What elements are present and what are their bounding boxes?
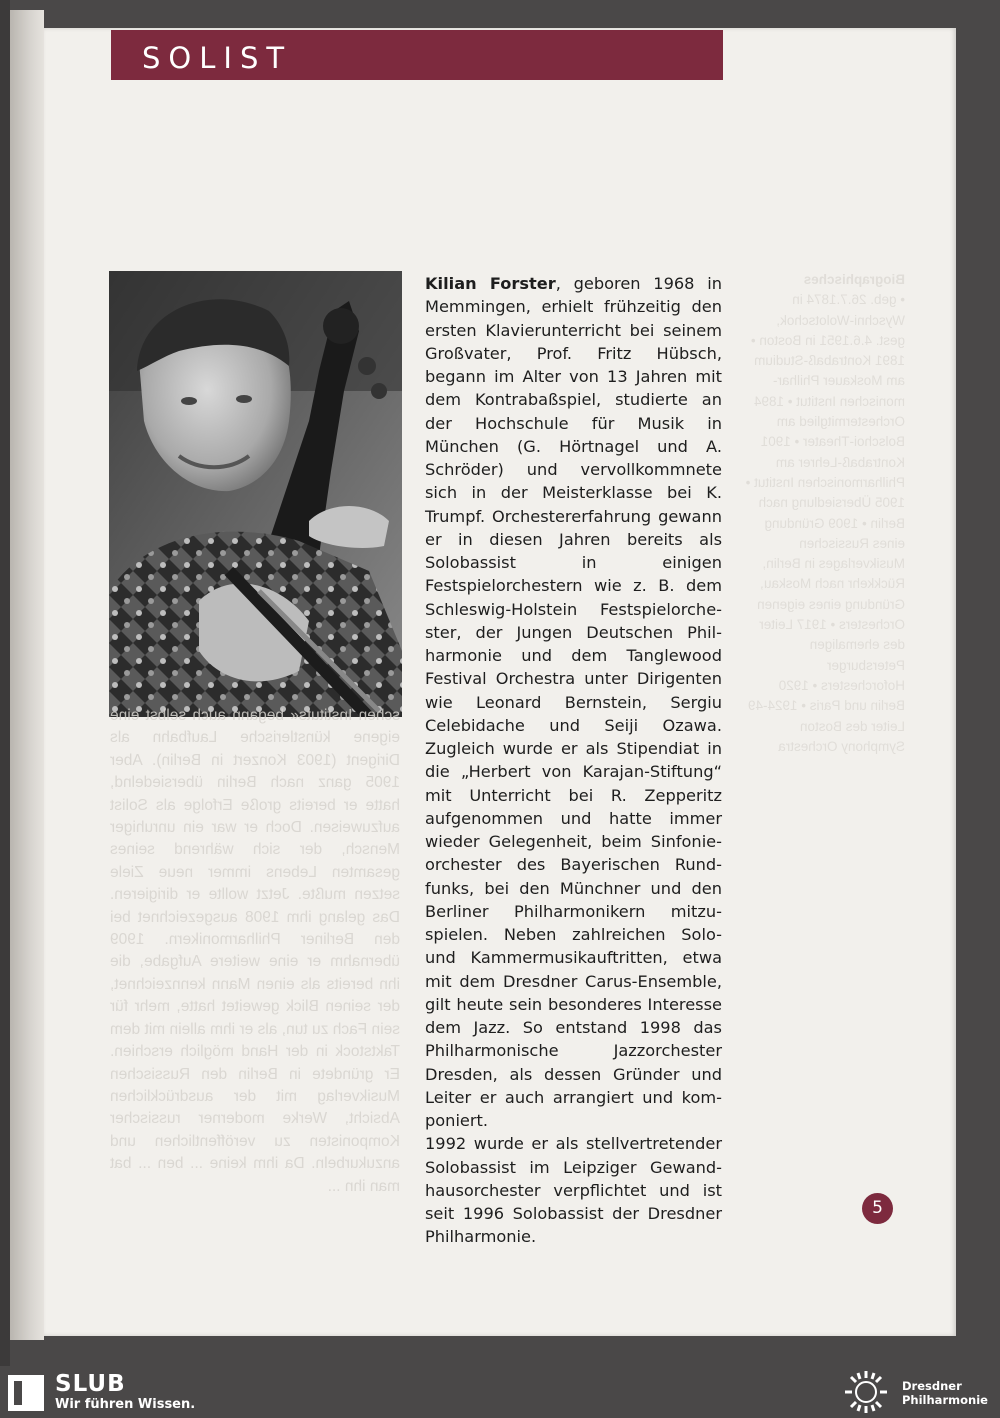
partner-name: [902, 1379, 997, 1407]
biography-paragraph-1: [425, 272, 722, 1132]
portrait-photo: [109, 271, 402, 717]
soloist-name: Kilian Forster: [425, 274, 556, 293]
slub-logo-icon: [8, 1375, 44, 1411]
biography-paragraph-1-text: , geboren 1968 in Memmingen, erhielt frühzeitig den ersten Klavierunterricht bei seinem Großvater, Prof. Fritz Hübsch, begann im Alter von 13 Jahren mit dem Kontrabaßspiel, studierte an der Hochschule für Musik in München (G. Hörtnagel und A. Schröder) und vervollkommnete sich in der Meisterklasse bei K. Trumpf. Orchestererfahrung gewann er in diesen Jahren bereits als Solobassist in einigen Festspielorchestern wie z. B. dem Schleswig-Holstein Festspielorchester, der Jungen Deutschen Philharmonie und dem Tanglewood Festival Orchestra unter Dirigenten wie Leonard Bernstein, Sergiu Celebidache und Seiji Ozawa. Zugleich wurde er als Stipendiat in die „Herbert von Karajan-Stiftung“ mit Unterricht bei R. Zepperitz aufgenommen und hatte immer wieder Gelegenheit, beim Sinfonieorchester des Bayerischen Rundfunks, bei den Münchner und den Berliner Philharmonikern mitzuspielen. Neben zahlreichen Solo- und Kammermusikauftritten, etwa mit dem Dresdner Carus-Ensemble, gilt heute sein besonderes Interesse dem Jazz. So entstand 1998 das Philharmonische Jazzorchester Dresden, als dessen Gründer und Leiter er auch arrangiert und komponiert.: [425, 274, 722, 1130]
bleed-through-sidebar: [745, 270, 905, 960]
slub-tagline: Wir führen Wissen.: [55, 1397, 196, 1412]
page-number: 5: [862, 1193, 893, 1224]
slub-name: SLUB: [55, 1371, 126, 1397]
section-title: SOLIST: [142, 41, 293, 75]
portrait-photo-icon: [109, 271, 402, 717]
previous-page-edge: [10, 10, 44, 1340]
biography-paragraph-2: 1992 wurde er als stellvertretender Solobassist im Leipziger Gewandhausorchester verpflichtet und ist seit 1996 Solobassist der Dresdner Philharmonie.: [425, 1134, 722, 1247]
dresdner-philharmonie-logo-icon: [840, 1369, 892, 1415]
footer-bar: [0, 1366, 1000, 1418]
bleed-through-sidebar-text: • geb. 26.7.1874 in Wyschni-Wolotschok, gest. 4.6.1951 in Boston • 1891 Kontrabaß-Studium am Moskauer Philharmonischen Institut • 1894 Orchestermitglied am Bolschoi-Theater • 1901 Kontrabaß-Lehrer am Philharmonischen Institut • 1905 Übersiedlung nach Berlin • 1909 Gründung eines Russischen Musikverlages in Berlin, Rückkehr nach Moskau, Gründung eines eigenen Orchesters • 1917 Leiter des ehemaligen Petersburger Hoforchesters • 1920 Berlin und Paris • 1924-49 Leiter des Boston Symphony Orchestra: [745, 292, 905, 754]
partner-name-line1: Dresdner: [902, 1379, 962, 1393]
biography-text: [425, 272, 722, 1249]
scan-border: [0, 0, 10, 1366]
partner-name-line2: Philharmonie: [902, 1393, 988, 1407]
bleed-through-text-left: schen Instituts« begann auch selbst eine eigene künstlerische Laufbahn als Dirigent (1903 Konzert in Berlin). Aber 1905 ganz nach Berlin übersiedelnd, hatte er bereits große Erfolge als Solist aufzuweisen. Doch er war ein unruhiger Mensch, der sich während seines gesamten Lebens immer neue Ziele setzen mußte. Jetzt wollte er dirigieren. Das gelang ihm 1908 ausgezeichnet bei den Berliner Philharmonikern. 1909 übernahm er eine weitere Aufgabe, die ihn bereits als einen Mann kennzeichnet, der seinen Blick geweitet hatte, mehr für sein Fach zu tun, als er ihm allein mit dem Taktstock in der Hand möglich erschien. Er gründete in Berlin den Russischen Musikverlag mit der ausdrücklichen Absicht, Werke moderner russischer Komponisten zu veröffentlichen und anzukurbeln. Da ihm keine ... ben ... bat man ihn ...: [110, 707, 400, 1195]
bleed-through-sidebar-title: Biographisches: [803, 272, 905, 287]
